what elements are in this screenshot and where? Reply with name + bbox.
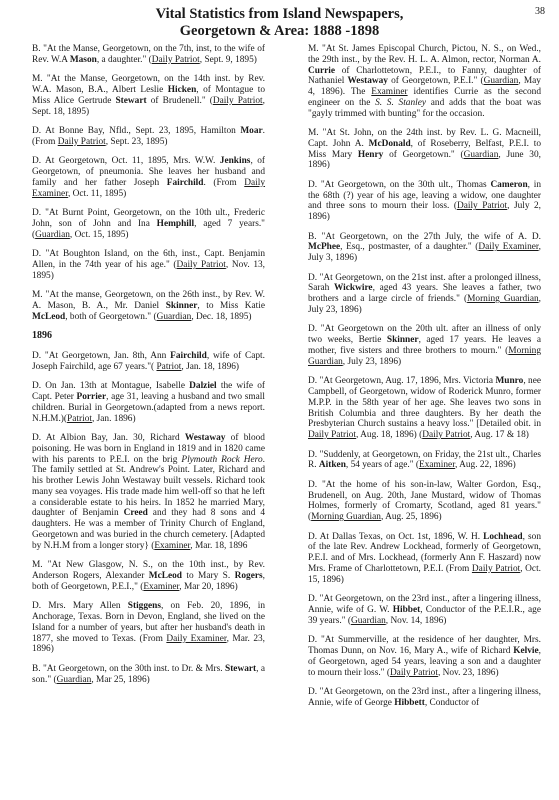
entry-text: B. "At the Manse, Georgetown, on the 7th, inst, to the wife of Rev. W.A — [32, 44, 265, 65]
record-entry — [308, 532, 541, 586]
surname: Aitken — [318, 460, 346, 471]
entry-text: and they had 8 sons and 4 daughters. He was a member of Trinity Church of England, Georgetown and was buried in the church cemetery. [Adapted by N.H.M from a longer story} ( — [32, 508, 265, 551]
record-entry — [308, 450, 541, 472]
surname: Lochhead — [483, 531, 523, 542]
entry-text: B. "At Georgetown, on the 27th July, the wife of A. D. — [308, 231, 541, 242]
entry-text: M. "At the manse, Georgetown, on the 26th inst., by Rev. W. A. Mason, B. A., Mr. Daniel — [32, 290, 265, 312]
entry-text: D. "At Burnt Point, Georgetown, on the 10th ult., Frederic John, son of John and Ina — [32, 208, 265, 229]
surname: Skinner — [165, 301, 198, 312]
record-entry — [32, 208, 265, 240]
entry-text: D. "Suddenly, at Georgetown, on Friday, the 21st ult., Charles R. — [308, 449, 541, 471]
entry-text: , aged 7 years." ( — [32, 218, 265, 240]
entry-text: , both of Georgetown." ( — [65, 311, 157, 322]
entry-text: D. "At Georgetown, on the 30th ult., Thomas — [308, 179, 491, 190]
newspaper-title: Daily Patriot — [212, 95, 263, 106]
entry-text: , Mar 20, 1896) — [179, 581, 238, 592]
record-entry — [308, 635, 541, 678]
entry-text: , Conductor of — [424, 697, 480, 708]
record-entry — [32, 249, 265, 281]
entry-text: , Mar. 23, 1896) — [32, 633, 265, 655]
surname: Westaway — [184, 433, 226, 444]
surname: Mason — [69, 54, 97, 65]
surname: Hibbet — [392, 604, 421, 615]
entry-text: , a daughter." ( — [96, 54, 152, 65]
record-entry — [308, 376, 541, 441]
surname: McPhee — [308, 242, 341, 253]
entry-text: D. "At Georgetown, on the 23rd inst., after a lingering illness, Annie, wife of George — [308, 687, 541, 708]
entry-text: of Georgetown." ( — [383, 149, 464, 160]
surname: Porrier — [76, 392, 107, 403]
newspaper-title: Daily Patriot — [308, 430, 357, 441]
record-entry — [308, 594, 541, 626]
entry-text: . (From — [203, 177, 245, 188]
entry-text: , Mar. 18, 1896 — [190, 540, 248, 551]
newspaper-title: Daily Patriot — [389, 667, 438, 678]
page-title-line-1: Vital Statistics from Island Newspapers, — [155, 6, 404, 22]
newspaper-title: Morning Guardian — [308, 345, 541, 367]
record-entry — [32, 156, 265, 199]
record-entry — [32, 290, 265, 322]
surname: Cameron — [490, 179, 528, 190]
record-entry — [32, 126, 265, 148]
surname: Creed — [123, 508, 148, 519]
entry-text: B. "At Georgetown, on the 30th inst. to Dr. & Mrs. — [32, 663, 225, 674]
year-heading: 1896 — [32, 330, 52, 342]
entry-text: , May 4, 1896). The — [308, 76, 541, 97]
entry-text: , Sept. 18, 1895) — [32, 95, 265, 117]
entry-text: of Brudenell." ( — [146, 95, 213, 106]
entry-text: , a son." ( — [32, 663, 265, 685]
right-column — [308, 44, 541, 717]
entry-text: to Mary S. — [181, 570, 235, 581]
newspaper-title: Daily Patriot — [471, 563, 521, 574]
record-entry — [308, 44, 541, 119]
entry-text: , Nov. 23, 1896) — [437, 667, 499, 678]
entry-text: , of Georgetown, of pneumonia. She leaves her husband and family and her father Joseph — [32, 156, 265, 188]
entry-text: identifies Currie as the second engineer on the — [308, 87, 542, 108]
entry-text: , of Roseberry, Belfast, P.E.I. to Miss Mary — [308, 138, 541, 160]
entry-text: D. "At Georgetown, Aug. 17, 1896, Mrs. Victoria — [308, 376, 496, 387]
surname: McLeod — [32, 311, 66, 322]
entry-text: , Aug. 18, 1896) ( — [356, 430, 423, 441]
entry-text: , Jan. 1896) — [91, 413, 136, 424]
entry-text: of Charlottetown, P.E.I., to Fanny, daughter of Nathaniel — [308, 65, 541, 87]
entry-text: , Aug. 17 & 18) — [470, 430, 529, 441]
surname: Jenkins — [219, 156, 251, 167]
page-title-line-2: Georgetown & Area: 1888 -1898 — [179, 23, 380, 39]
entry-text: , Nov. 13, 1895) — [32, 259, 265, 281]
record-entry — [308, 273, 541, 316]
entry-text: , July 2, 1896) — [308, 201, 542, 223]
entry-text: , June 30, 1896) — [308, 149, 541, 171]
entry-text: , Aug. 22, 1896) — [454, 460, 516, 471]
entry-text: , July 23, 1896) — [308, 294, 541, 315]
entry-text: , Dec. 18, 1895) — [191, 311, 252, 322]
newspaper-title: Examiner — [143, 581, 180, 592]
entry-text: , both of Georgetown, P.E.I.," ( — [32, 570, 265, 592]
entry-text: , of Georgetown, aged 54 years, leaving a son and a daughter to mourn their loss." ( — [308, 646, 541, 678]
entry-text: , Oct. 15, 1895) — [69, 229, 129, 240]
entry-text: , aged 43 years. She leaves a father, two brothers and a large circle of friends." ( — [308, 283, 541, 305]
entry-text: D. On Jan. 13th at Montague, Isabelle — [32, 381, 190, 392]
newspaper-title: Patriot — [67, 413, 92, 424]
entry-text: M. "At New Glasgow, N. S., on the 10th inst., by Rev. Anderson Rogers, Alexander — [32, 560, 265, 581]
vessel-name: Plymouth Rock Hero — [181, 454, 263, 465]
surname: McLeod — [148, 570, 182, 581]
record-entry — [308, 324, 541, 367]
newspaper-title: Examiner — [419, 460, 455, 471]
record-entry — [32, 381, 265, 424]
entry-text: , Esq., postmaster, of a daughter." ( — [340, 242, 479, 253]
newspaper-title: Daily Patriot — [456, 201, 508, 212]
surname: Wickwire — [334, 283, 373, 294]
surname: Henry — [357, 149, 384, 160]
surname: Skinner — [386, 335, 419, 346]
entry-text: , wife of Capt. Joseph Fairchild, age 67 years."( — [32, 351, 265, 372]
surname: Stewart — [225, 663, 257, 674]
entry-text: , son of the late Rev. Andrew Lockhead, formerly of Georgetown, P.E.I. and of Mrs. Lockhead, (formerly Ann F. Haszard) now Mrs. Frame of Charlottetown, P.E.I. (From — [308, 531, 541, 574]
surname: Munro — [495, 376, 524, 387]
surname: McDonald — [368, 138, 411, 149]
entry-text: , Jan. 18, 1896) — [181, 361, 240, 372]
newspaper-title: Examiner — [154, 540, 191, 551]
entry-text: , 54 years of age." ( — [345, 460, 419, 471]
newspaper-title: Guardian — [35, 229, 70, 240]
newspaper-title: Daily Patriot — [57, 136, 106, 147]
entry-text: , Sept. 9, 1895) — [199, 54, 257, 65]
entry-text: of Georgetown, P.E.I." ( — [387, 76, 484, 87]
surname: Hibbett — [394, 697, 425, 708]
left-column — [32, 44, 265, 694]
entry-text: D. Mrs. Mary Allen — [32, 601, 128, 612]
surname: Rogers — [234, 570, 263, 581]
surname: Fairchild — [170, 351, 207, 362]
record-entry — [32, 44, 265, 66]
entry-text: of blood poisoning. He was born in England in 1819 and in 1820 came with his parents to P.E.I. on the brig — [32, 433, 265, 465]
entry-text: . (From — [32, 126, 265, 147]
newspaper-title: Morning Guardian — [467, 294, 539, 305]
newspaper-title: Guardian — [56, 674, 92, 685]
entry-text: D. "At Georgetown, on the 23rd inst., after a lingering illness, Annie, wife of G. W. — [308, 594, 541, 615]
record-entry — [32, 433, 265, 551]
record-entry — [32, 664, 265, 686]
newspaper-title: Daily Patriot — [422, 430, 471, 441]
record-entry — [32, 74, 265, 117]
page-header — [0, 6, 559, 40]
entry-text: , Oct. 15, 1896) — [308, 563, 542, 585]
entry-text: D. "At Georgetown, on the 21st inst. after a prolonged illness, Sarah — [308, 272, 541, 294]
entry-text: , nee Campbell, of Georgetown, widow of Roderick Munro, former M.P.P. in the 58th year of her age. She leaves two sons in British Columbia and three daughters. By her death the Presbyterian Church sustains a heavy loss." [Detailed obit. in — [308, 376, 542, 430]
entry-text: , Oct. 11, 1895) — [67, 188, 127, 199]
entry-text: , on Feb. 20, 1896, in Anchorage, Texas. Born in Devon, England, she lived on the Island for a number of years, but after her husband's death in 1877, she moved to Texas. (From — [32, 601, 265, 644]
entry-text: . The family settled at St. Andrew's Point. Later, Richard and his brother Lewis John Westaway built vessels. Richard took many sea voyages. His trade made him well-off so that he left a considerable estate to his heirs. In 1852 he married Mary, daughter of Benjamin — [32, 454, 265, 519]
newspaper-title: Patriot — [156, 361, 182, 372]
newspaper-title: Daily Examiner — [478, 242, 539, 253]
entry-text: D. "At Boughton Island, on the 6th, inst., Capt. Benjamin Allen, in the 74th year of his age." ( — [32, 249, 265, 270]
entry-text: M. "At St. John, on the 24th inst. by Rev. L. G. Macneill, Capt. John A. — [308, 128, 541, 149]
entry-text: D. "At Summerville, at the residence of her daughter, Mrs. Thomas Dunn, on Nov. 16, Mary A., wife of Richard — [308, 635, 541, 657]
entry-text: , Conductor of the P.E.I.R., age 39 years." ( — [308, 604, 541, 626]
entry-text: D. At Dallas Texas, on Oct. 1st, 1896, W. H. — [308, 531, 484, 542]
entry-text: , age 31, leaving a husband and two small children. Burial in Georgetown.(adapted from a news report. N.H.M.)( — [32, 392, 265, 424]
surname: Hemphill — [156, 218, 195, 229]
entry-text: , Aug. 25, 1896) — [380, 512, 442, 523]
newspaper-title: Guardian — [351, 615, 386, 626]
entry-text: D. "At the home of his son-in-law, Walter Gordon, Esq., Brudenell, on Aug. 20th, Jane Mustard, widow of Thomas Holmes, formerly of Cromarty, Scotland, aged 81 years." ( — [308, 479, 541, 523]
surname: Currie — [308, 65, 335, 76]
entry-text: and adds that the boat was "gayly trimmed with bunting" for the occasion. — [308, 97, 541, 119]
entry-text: , Sept. 23, 1895) — [105, 136, 168, 147]
page-number: 38 — [535, 6, 545, 17]
entry-text: D. At Albion Bay, Jan. 30, Richard — [32, 433, 185, 444]
entry-text: D. "At Georgetown, Jan. 8th, Ann — [32, 351, 171, 362]
entry-text: , Nov. 14, 1896) — [385, 615, 447, 626]
record-entry — [32, 560, 265, 592]
entry-text: , of Montague to Miss Alice Gertrude — [32, 85, 265, 106]
entry-text: , aged 17 years. He leaves a mother, five sisters and three brothers to mourn." ( — [308, 335, 541, 356]
record-entry — [308, 480, 541, 523]
entry-text: , to Miss Katie — [197, 301, 265, 312]
record-entry — [32, 351, 265, 373]
surname: Stewart — [115, 95, 147, 106]
record-entry — [308, 180, 541, 223]
newspaper-title: Daily Examiner — [32, 177, 266, 199]
entry-text: D. At Bonne Bay, Nfld., Sept. 23, 1895, Hamilton — [32, 126, 241, 137]
record-entry — [308, 128, 541, 171]
entry-text: , Mar 25, 1896) — [91, 674, 150, 685]
entry-text: D. At Georgetown, Oct. 11, 1895, Mrs. W.W. — [32, 156, 220, 167]
newspaper-title: Guardian — [483, 76, 519, 87]
newspaper-title: Daily Examiner — [166, 633, 227, 644]
newspaper-title: Daily Patriot — [176, 259, 226, 270]
surname: Westaway — [347, 76, 388, 87]
newspaper-title: Examiner — [371, 87, 408, 97]
surname: Stiggens — [127, 601, 161, 612]
surname: Kelvie — [513, 646, 539, 657]
surname: Fairchild — [166, 177, 204, 188]
newspaper-title: Guardian — [156, 311, 192, 322]
vessel-name: S. S. Stanley — [375, 97, 427, 108]
entry-text: , in the 68th (?) year of his age, leaving a widow, one daughter and three sons to mourn their loss. ( — [308, 179, 541, 212]
entry-text: , July 23, 1896) — [342, 356, 402, 367]
record-entry — [32, 601, 265, 655]
newspaper-title: Daily Patriot — [151, 54, 200, 65]
newspaper-title: Morning Guardian — [311, 512, 381, 523]
surname: Moar — [240, 126, 263, 137]
surname: Dalziel — [189, 381, 217, 392]
surname: Hicken — [167, 85, 197, 96]
entry-text: , July 3, 1896) — [308, 242, 541, 264]
record-entry — [308, 232, 541, 264]
newspaper-title: Guardian — [463, 149, 499, 160]
entry-text: M. "At the Manse, Georgetown, on the 14th inst. by Rev. W.A. Mason, B.A., Albert Leslie — [32, 74, 265, 96]
entry-text: M. "At St. James Episcopal Church, Pictou, N. S., on Wed., the 29th inst., by the Rev. H. L. A. Almon, rector, Norman A. — [308, 44, 541, 65]
record-entry — [308, 687, 541, 709]
entry-text: the wife of Capt. Peter — [32, 381, 265, 403]
entry-text: D. "At Georgetown on the 20th ult. after an illness of only two weeks, Bertie — [308, 324, 541, 346]
